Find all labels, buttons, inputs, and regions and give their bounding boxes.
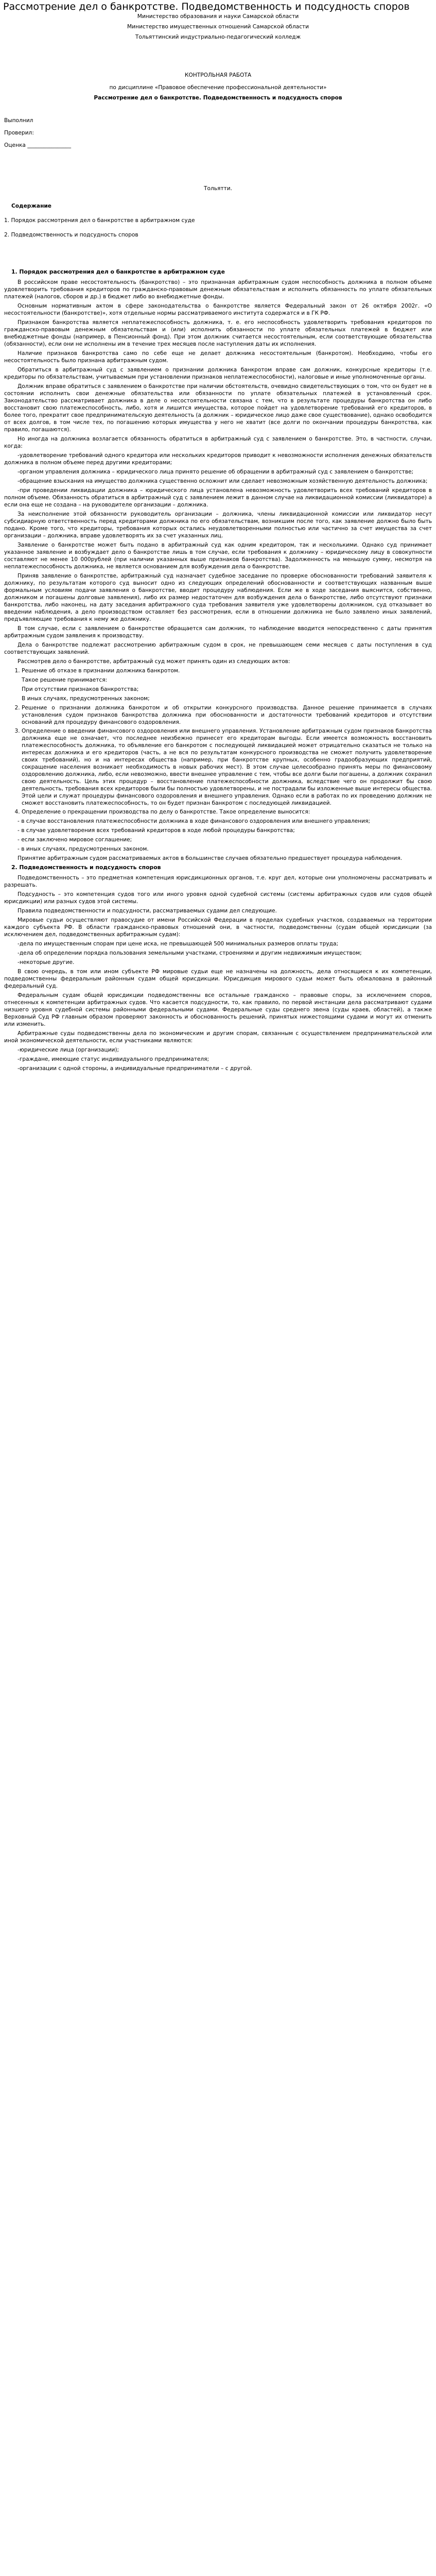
paragraph: -юридические лица (организации); (18, 1047, 119, 1053)
header-ministry-property: Министерство имущественных отношений Самарской области (127, 24, 309, 30)
paragraph: -удовлетворение требований одного кредитора или нескольких кредиторов приводит к невозможности исполнения денежных обязательств должника в полном объеме перед другими кредиторами; (4, 452, 432, 466)
paragraph: Приняв заявление о банкротстве, арбитражный суд назначает судебное заседание по проверке обоснованности требований заявителя к должнику, по результатам которого суд выносит одно из следующих определений обоснованности и соответствующих названным выше формальным условиям подачи заявления о банкротстве, вводит процедуру наблюдения. Если же в ходе заседания выяснится, собственно, должником и погашены долговые заявления), либо их размер недостаточен для возбуждения дела о банкротстве, либо отсутствуют признаки банкротства, либо наконец, на дату заседания арбитражного суда требования заявителя уже удовлетворены должником, суд отказывает во введении наблюдения, а дело производством оставляет без рассмотрения, если в отношении должника не было заявлено иных заявлений, предъявляющие требования к нему же должнику. (4, 573, 432, 622)
work-kind: КОНТРОЛЬНАЯ РАБОТА (184, 72, 252, 78)
section-2-heading: 2. Подведомственность и подсудность споров (11, 864, 161, 871)
decision-note: Принятие арбитражным судом рассматриваемых актов в большинстве случаев обязательно предшествует процедура наблюдения. (18, 855, 403, 861)
paragraph: Основным нормативным актом в сфере законодательства о банкротстве является Федеральный закон от 26 октября 2002г. «О несостоятельности (банкротстве)», хотя отдельные нормы рассматриваемого института содержатся и в ГК РФ. (4, 303, 432, 316)
paragraph: -органом управления должника – юридического лица принято решение об обращении в арбитражный суд с заявлением о банкротстве; (18, 469, 414, 475)
paragraph: Наличие признаков банкротства само по себе еще не делает должника несостоятельным (банкротом). Необходимо, чтобы его несостоятельность было признана арбитражным судом. (4, 350, 432, 364)
work-topic: Рассмотрение дел о банкротстве. Подведомственность и подсудность споров (94, 95, 342, 101)
document-body (0, 13, 436, 1072)
paragraph: Заявление о банкротстве может быть подано в арбитражный суд как одним кредитором, так и несколькими. Однако суд принимает указанное заявление и возбуждает дело о банкротстве лишь в том случае, если требования к должнику – юридическому лицу в совокупности составляют не менее 10 000рублей (при наличии указанных выше признаков банкротства). Задолженность на меньшую сумму, несмотря на неплатежеспособность должника, не является основанием для возбуждения дела о банкротстве. (4, 542, 432, 570)
paragraph: -дела об определении порядка пользования земельными участками, строениями и другим недвижимым имуществом; (18, 950, 362, 956)
paragraph: Признаком банкротства является неплатежеспособность должника, т. е. его неспособность удовлетворить требования кредиторов по гражданско-правовым денежным обязательствам и (или) исполнить обязанности по уплате обязательных платежей в бюджет или внебюджетные фонды (например, в Пенсионный фонд). При этом должник считается несостоятельным, если соответствующие обязательства (обязанности), если они не исполнены им в течение трех месяцев после наступления даты их исполнения. (4, 319, 432, 347)
termination-item: - в иных случаях, предусмотренных законом. (18, 846, 149, 852)
list-item: 4. Определение о прекращении производства по делу о банкротстве. Такое определение выносится: (22, 808, 432, 816)
signature-block (4, 117, 432, 149)
paragraph: Правила подведомственности и подсудности, рассматриваемых судами дел следующие. (18, 908, 277, 914)
paragraph: -некоторые другие. (18, 959, 75, 965)
termination-item: - в случае удовлетворения всех требований кредиторов в ходе любой процедуры банкротства; (18, 827, 295, 834)
toc-item: 2. Подведомственность и подсудность споров (4, 232, 138, 238)
court-acts-list (4, 667, 432, 674)
paragraph: Подведомственность – это предметная компетенция юрисдикционных органов, т.е. круг дел, которые они уполномочены рассматривать и разрешать. (4, 875, 432, 888)
paragraph: Но иногда на должника возлагается обязанность обратиться в арбитражный суд с заявлением о банкротстве. Это, в частности, случаи, когда: (4, 436, 432, 449)
paragraph: Федеральным судам общей юрисдикции подведомственны все остальные гражданско – правовые споры, за исключением споров, отнесенных к компетенции арбитражных судов. Что касается подсудности, то, как правило, по первой инстанции дела рассматривают судами низшего уровня судебной системы районными федеральными судами. Федеральные суды среднего звена (суды краев, областей), а также Верховный Суд РФ главным образом проверяют законность и обоснованность решений, принятых нижестоящими судами и могут их отменить или изменить. (4, 992, 432, 1027)
section-1-heading: 1. Порядок рассмотрения дел о банкротстве в арбитражном суде (11, 268, 225, 275)
termination-item: - в случае восстановления платежеспособности должника в ходе финансового оздоровления или внешнего управления; (18, 818, 371, 824)
paragraph: -организации с одной стороны, а индивидуальные предприниматели – с другой. (18, 1065, 252, 1072)
paragraph: -граждане, имеющие статус индивидуального предпринимателя; (18, 1056, 210, 1062)
paragraph: Обратиться в арбитражный суд с заявлением о признании должника банкротом вправе сам должник, конкурсные кредиторы (т.е. кредиторы по обязательствам, учитываемым при установлении признаков неплатежеспособности), налоговые и иные уполномоченные органы. (4, 367, 432, 380)
court-acts-list-continued (4, 704, 432, 816)
paragraph: В том случае, если с заявлением о банкротстве обращается сам должник, то наблюдение вводится непосредственно с даты принятия арбитражным судом заявления к производству. (4, 625, 432, 639)
toc-heading: Содержание (11, 203, 51, 209)
header-ministry-education: Министерство образования и науки Самарской области (137, 13, 299, 20)
city: Тольятти. (204, 185, 232, 192)
signature-checked: Проверил: (4, 130, 34, 136)
paragraph: Арбитражные суды подведомственны дела по экономическим и другим спорам, связанным с осуществлением предпринимательской или иной экономической деятельности, если участниками являются: (4, 1030, 432, 1044)
work-discipline: по дисциплине «Правовое обеспечение профессиональной деятельности» (109, 84, 327, 91)
paragraph: -обращение взыскания на имущество должника существенно осложнит или сделает невозможным хозяйственную деятельность должника; (18, 478, 428, 484)
paragraph: Подсудность – это компетенция судов того или иного уровня одной судебной системы (системы арбитражных судов или судов общей юрисдикции) или разных судов этой системы. (4, 891, 432, 905)
page-title: Рассмотрение дел о банкротстве. Подведомственность и подсудность споров (3, 1, 410, 12)
paragraph: Рассмотрев дело о банкротстве, арбитражный суд может принять один из следующих актов: (18, 658, 290, 665)
header-college: Тольяттинский индустриально-педагогический колледж (135, 34, 301, 40)
section-2-body (4, 874, 432, 1072)
paragraph: В свою очередь, в том или ином субъекте РФ мировые судьи еще не назначены на должность, дела относящиеся к их компетенции, подведомственны федеральным районным судам общей юрисдикции. Юрисдикция мирового судьи может быть обжалована в районный федеральный суд. (4, 969, 432, 989)
termination-item: - если заключено мировое соглашение; (18, 837, 132, 843)
list-item: 1. Решение об отказе в признании должника банкротом. (22, 667, 432, 674)
paragraph: Должник вправе обратиться с заявлением о банкротстве при наличии обстоятельств, очевидно свидетельствующих о том, что он будет не в состоянии исполнить свои денежные обязательства или обязанности по уплате обязательных платежей в установленный срок. Законодательство рассматривает должника в деле о несостоятельности связана с тем, что в результате процедуры банкротства он либо восстановит свою платежеспособность, либо, хотя и лишится имущества, которое пойдет на удовлетворение требований его кредиторов, в более того, прекратит свое предпринимательскую деятельность (а должник – юридическое лицо даже свое существование), однако освободится от всех долгов, в том числе тех, по погашению которых имущества у него не хватит (все долги по окончании процедуры банкротства, как правило, погашаются). (4, 383, 432, 433)
signature-done: Выполнил (4, 117, 33, 124)
toc-item: 1. Порядок рассмотрения дел о банкротстве в арбитражном суде (4, 217, 195, 224)
paragraph: -дела по имущественным спорам при цене иска, не превышающей 500 минимальных размеров оплаты труда; (18, 941, 339, 947)
signature-grade: Оценка ________________ (4, 142, 72, 148)
table-of-contents (4, 202, 432, 239)
paragraph: За неисполнение этой обязанности руководитель организации – должника, члены ликвидационной комиссии или ликвидатор несут субсидиарную ответственность перед кредиторами должника по его обязательствам, возникшим после того, как заявление должно было быть подано. Кроме того, что кредиторы, требования которых остались неудовлетворенными полностью или частично за счет имущества за счет организации – должника, вправе удовлетворять их за счет указанных лиц. (4, 511, 432, 539)
list-item: 3. Определение о введении финансового оздоровления или внешнего управления. Установление арбитражным судом признаков банкротства должника еще не означает, что последнее неизбежно принесет его кредиторам выгоды. Если имеется возможность восстановить платежеспособность должника, то объявление его банкротом с последующей ликвидацией может отрицательно сказаться не только на интересах должника и его кредиторов (часть, а не вся по результатам конкурсного производства не сможет получить удовлетворение своих требований), но и на интересах общества (например, при банкротстве крупных, особенно градообразующих предприятий, сокращение населения возникает необходимость в новых рабочих мест). В этом случае целесообразно принять меры по финансовому оздоровлению должника, либо, если невозможно, ввести внешнее управление с тем, чтобы все долги были погашены, а должник сохранил свою деятельность. Цель этих процедур – восстановление платежеспособности должника, вследствие чего он продолжит бы свою деятельность, требования всех кредиторов были бы полностью удовлетворены, и не пострадали бы изложенные выше интересы общества. Этой цели и служат процедуры финансового оздоровления и внешнего управления. Однако если в работах по их проведению должник не сможет восстановить платежеспособность, то он будет признан банкротом с последующей ликвидацией. (22, 727, 432, 807)
paragraph: Дела о банкротстве подлежат рассмотрению арбитражным судом в срок, не превышающем семи месяцев с даты поступления в суд соответствующих заявлений. (4, 642, 432, 655)
paragraph: В российском праве несостоятельность (банкротство) – это признанная арбитражным судом неспособность должника в полном объеме удовлетворить требования кредиторов по гражданско-правовым денежным обязательствам и исполнить обязанность по уплате обязательных платежей (налогов, сборов и др.) в бюджет либо во внебюджетные фонды. (4, 279, 432, 300)
paragraph: -при проведении ликвидации должника – юридического лица установлена невозможность удовлетворить всех требований кредиторов в полном объеме. Обязанность обратиться в арбитражный суд с заявлением лежит в данном случае на ликвидационной комиссии (ликвидаторе) а если она еще не создана – на руководителе организации – должника. (4, 487, 432, 508)
paragraph: Мировые судьи осуществляют правосудие от имени Российской Федерации в пределах судебных участков, создаваемых на территории каждого субъекта РФ. В области гражданско-правовых отношений они, в частности, подведомственны (судам общей юрисдикции (за исключением дел, подведомственных арбитражным судам): (4, 917, 432, 938)
list-item: 2. Решение о признании должника банкротом и об открытии конкурсного производства. Данное решение принимается в случаях установления судом признаков банкротства должника при обоснованности и достаточности требований кредиторов и отсутствии оснований для процедуру финансового оздоровления. (22, 704, 432, 726)
section-1-body: В российском праве несостоятельность (банкротство) – это признанная арбитражным судом неспособность должника в полном объеме удовлетворить требования кредиторов по гражданско-правовым денежным обязательствам и исполнить обязанность по уплате обязательных платежей (налогов, сборов и др.) в бюджет либо во внебюджетные фонды. Основным нормативным актом в сфере законодательства о банкротстве является Федеральный закон от 26 октября 2002г. «О несостоятельности (банкротстве)», хотя отдельные нормы рассматриваемого института содержатся и в ГК РФ. Признаком банкротства является неплатежеспособность должника, т. е. его неспособность удовлетворить требования кредиторов по гражданско-правовым денежным обязательствам и (или) исполнить обязанности по уплате обязательных платежей в бюджет или внебюджетные фонды (например, в Пенсионный фонд). При этом должник считается несостоятельным, если соответствующие обязательства (обязанности), если они не исполнены им в течение трех месяцев после наступления даты их исполнения. Наличие признаков банкротства само по себе еще не делает должника несостоятельным (банкротом). Необходимо, чтобы его несостоятельность было признана арбитражным судом. Обратиться в арбитражный суд с заявлением о признании должника банкротом вправе сам должник, конкурсные кредиторы (т.е. кредиторы по обязательствам, учитываемым при установлении признаков неплатежеспособности), налоговые и иные уполномоченные органы. Должник вправе обратиться с заявлением о банкротстве при наличии обстоятельств, очевидно свидетельствующих о том, что он будет не в состоянии исполнить свои денежные обязательства или обязанности по уплате обязательных платежей в установленный срок. Законодательство рассматривает должника в деле о несостоятельности связана с тем, что в результате процедуры банкротства он либо восстановит свою платежеспособность, либо, хотя и лишится имущества, которое пойдет на удовлетворение требований его кредиторов, в более того, прекратит свое предпринимательскую деятельность (а должник – юридическое лицо даже свое существование), однако освободится от всех долгов, в том числе тех, по погашению которых имущества у него не хватит (все долги по окончании процедуры банкротства, как правило, погашаются). Но иногда на должника возлагается обязанность обратиться в арбитражный суд с заявлением о банкротстве. Это, в частности, случаи, когда: -удовлетворение требований одного кредитора или нескольких кредиторов приводит к невозможности исполнения денежных обязательств должника в полном объеме перед другими кредиторами; -органом управления должника – юридического лица принято решение об обращении в арбитражный суд с заявлением о банкротстве; -обращение взыскания на имущество должника существенно осложнит или сделает невозможным хозяйственную деятельность должника; -при проведении ликвидации должника – юридического лица установлена невозможность удовлетворить всех требований кредиторов в полном объеме. Обязанность обратиться в арбитражный суд с заявлением лежит в данном случае на ликвидационной комиссии (ликвидаторе) а если она еще не создана – на руководителе организации – должника. За неисполнение этой обязанности руководитель организации – должника, члены ликвидационной комиссии или ликвидатор несут субсидиарную ответственность перед кредиторами должника по его обязательствам, возникшим после того, как заявление должно было быть подано. Кроме того, что кредиторы, требования которых остались неудовлетворенными полностью или частично за счет имущества за счет организации – должника, вправе удовлетворять их за счет указанных лиц. Заявление о банкротстве может быть подано в арбитражный суд как одним кредитором, так и несколькими. Однако суд принимает указанное заявление и возбуждает дело о банкротстве лишь в том случае, если требования к должнику – юридическому лицу в совокупности составляют не менее 10 000рублей (при наличии указанных выше признаков банкротства). Задолженность на меньшую сумму, несмотря на неплатежеспособность должника, не является основанием для возбуждения дела о банкротстве. Приняв заявление о банкротстве, арбитражный суд назначает судебное заседание по проверке обоснованности требований заявителя к должнику, по результатам которого суд выносит одно из следующих определений обоснованности и соответствующих названным выше формальным условиям подачи заявления о банкротстве, вводит процедуру наблюдения. Если же в ходе заседания выяснится, собственно, должником и погашены долговые заявления), либо их размер недостаточен для возбуждения дела о банкротстве, либо отсутствуют признаки банкротства, либо наконец, на дату заседания арбитражного суда требования заявителя уже удовлетворены должником, суд отказывает во введении наблюдения, а дело производством оставляет без рассмотрения, если в отношении должника не было заявлено иных заявлений, предъявляющие требования к нему же должнику. В том случае, если с заявлением о банкротстве обращается сам должник, то наблюдение вводится непосредственно с даты принятия арбитражным судом заявления к производству. Дела о банкротстве подлежат рассмотрению арбитражным судом в срок, не превышающем семи месяцев с даты поступления в суд соответствующих заявлений. Рассмотрев дело о банкротстве, арбитражный суд может принять один из следующих актов: 1. Решение об отказе в признании должника банкротом. Такое решение принимается: При отсутствии признаков банкротства; В иных случаях, предусмотренных законом; 2. Решение о признании должника банкротом и об открытии конкурсного производства. Данное решение принимается в случаях установления судом признаков банкротства должника при обоснованности и достаточности требований кредиторов и отсутствии оснований для процедуру финансового оздоровления. 3. Определение о введении финансового оздоровления или внешнего управления. Установление арбитражным судом признаков банкротства должника еще не означает, что последнее неизбежно принесет его кредиторам выгоды. Если имеется возможность восстановить платежеспособность должника, то объявление его банкротом с последующей ликвидацией может отрицательно сказаться не только на интересах должника и его кредиторов (часть, а не вся по результатам конкурсного производства не сможет получить удовлетворение своих требований), но и на интересах общества (например, при банкротстве крупных, особенно градообразующих предприятий, сокращение населения возникает необходимость в новых рабочих мест). В этом случае целесообразно принять меры по финансовому оздоровлению должника, либо, если невозможно, ввести внешнее управление с тем, чтобы все долги были погашены, а должник сохранил свою деятельность. Цель этих процедур – восстановление платежеспособности должника, вследствие чего он продолжит бы свою деятельность, требования всех кредиторов были бы полностью удовлетворены, и не пострадали бы изложенные выше интересы общества. Этой цели и служат процедуры финансового оздоровления и внешнего управления. Однако если в работах по их проведению должник не сможет восстановить платежеспособность, то он будет признан банкротом с последующей ликвидацией. 4. Определение о прекращении производства по делу о банкротстве. Такое определение выносится: - в случае восстановления платежеспособности должника в ходе финансового оздоровления или внешнего управления; - в случае удовлетворения всех требований кредиторов в ходе любой процедуры банкротства; - если заключено мировое соглашение; - в иных случаях, предусмотренных законом. Принятие арбитражным судом рассматриваемых актов в большинстве случаев обязательно предшествует процедура наблюдения. (4, 279, 432, 862)
